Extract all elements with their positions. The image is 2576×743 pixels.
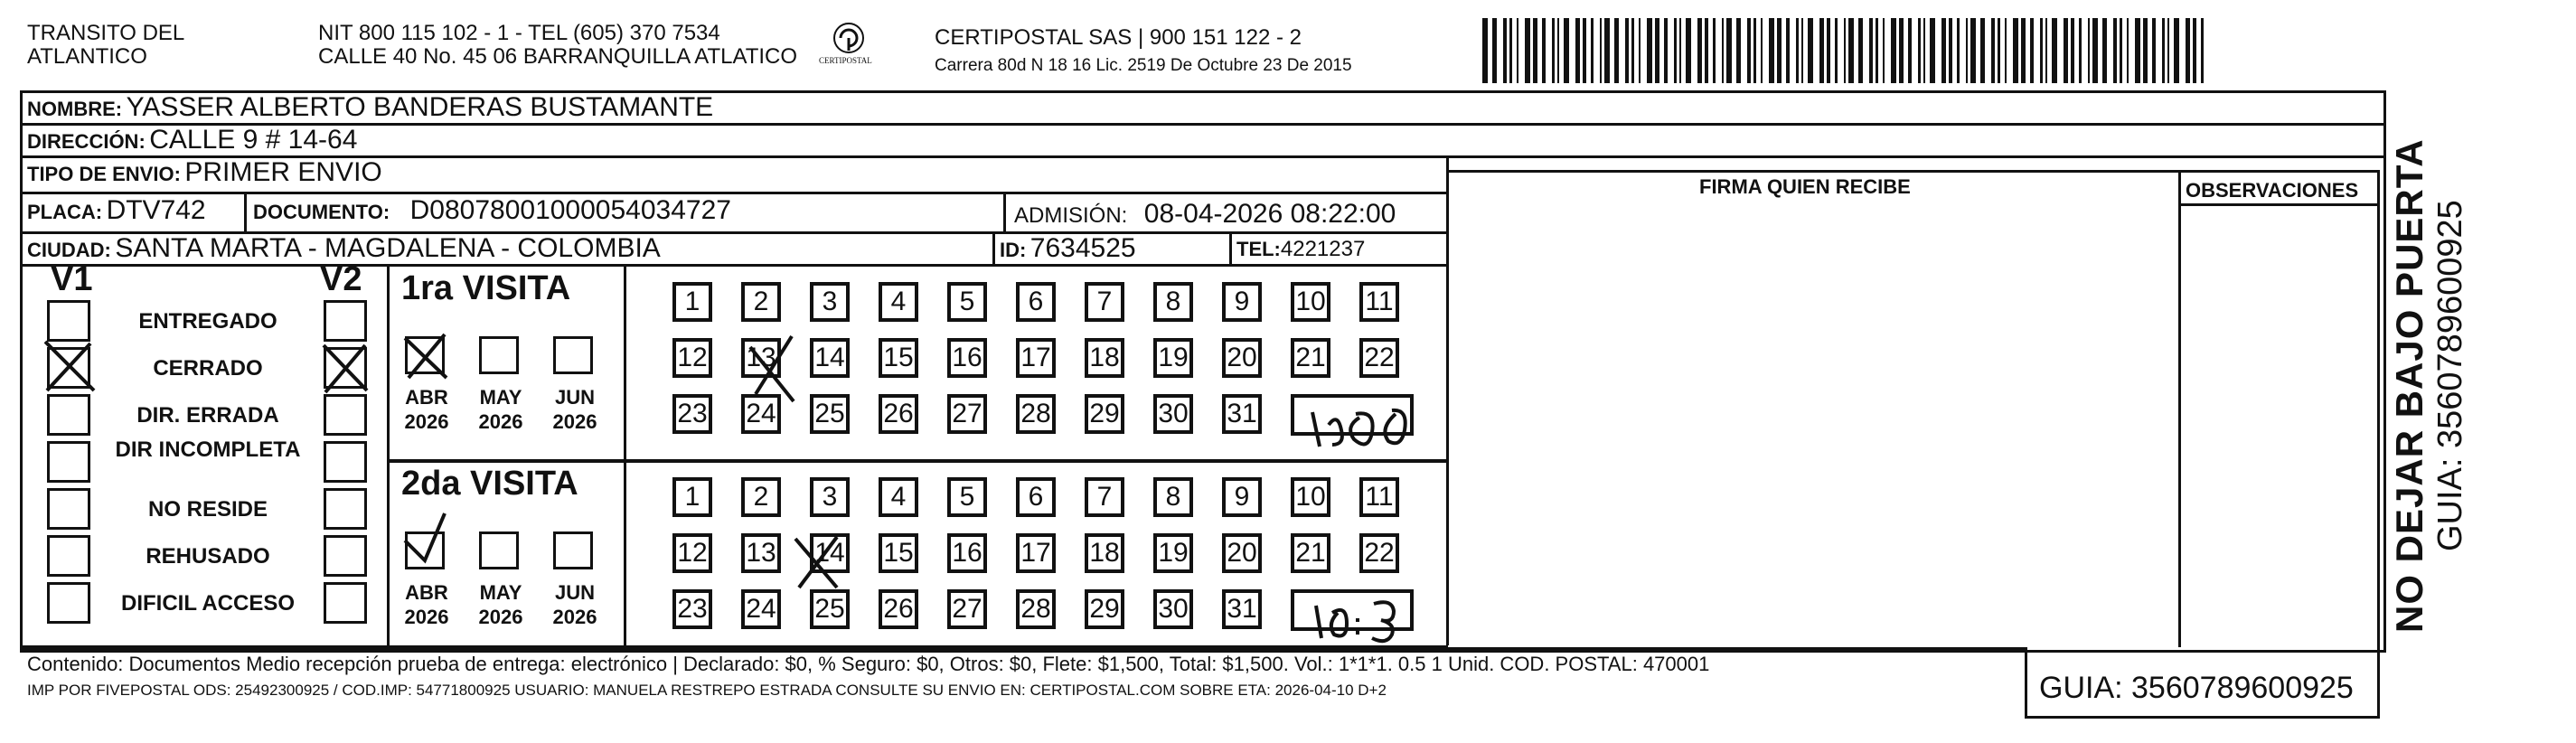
day-box[interactable]: 18 bbox=[1085, 533, 1124, 573]
company-line: CERTIPOSTAL SAS | 900 151 122 - 2 bbox=[935, 25, 1302, 50]
day-box[interactable]: 22 bbox=[1359, 533, 1399, 573]
day-box[interactable]: 6 bbox=[1016, 477, 1056, 517]
firma-label: FIRMA QUIEN RECIBE bbox=[1699, 175, 1911, 198]
day-box[interactable]: 10 bbox=[1291, 282, 1330, 322]
day-box[interactable]: 28 bbox=[1016, 394, 1056, 434]
id-value: 7634525 bbox=[1029, 233, 1136, 263]
day-box[interactable]: 29 bbox=[1085, 589, 1124, 629]
day-box[interactable]: 3 bbox=[810, 477, 850, 517]
v1-label: V1 bbox=[51, 260, 93, 298]
day-box[interactable]: 16 bbox=[947, 533, 987, 573]
nombre-value: YASSER ALBERTO BANDERAS BUSTAMANTE bbox=[126, 92, 714, 122]
day-box[interactable]: 21 bbox=[1291, 338, 1330, 378]
status-label: DIFICIL ACCESO bbox=[120, 591, 295, 616]
day-box[interactable]: 13 bbox=[741, 533, 781, 573]
day-box[interactable]: 8 bbox=[1153, 282, 1193, 322]
day-box[interactable]: 23 bbox=[672, 589, 712, 629]
sender-name: TRANSITO DEL ATLANTICO bbox=[27, 21, 185, 69]
day-box[interactable]: 7 bbox=[1085, 477, 1124, 517]
id-field: ID: 7634525 bbox=[1000, 233, 1136, 263]
tel-value: 4221237 bbox=[1280, 237, 1366, 261]
day-box[interactable]: 12 bbox=[672, 533, 712, 573]
day-box[interactable]: 23 bbox=[672, 394, 712, 434]
admision-value: 08-04-2026 08:22:00 bbox=[1143, 199, 1396, 229]
direccion-value: CALLE 9 # 14-64 bbox=[149, 125, 358, 155]
observaciones-label: OBSERVACIONES bbox=[2186, 179, 2359, 202]
direccion-field: DIRECCIÓN: CALLE 9 # 14-64 bbox=[27, 125, 358, 155]
day-box[interactable]: 29 bbox=[1085, 394, 1124, 434]
day-box[interactable]: 20 bbox=[1222, 338, 1262, 378]
status-label: DIR. ERRADA bbox=[136, 403, 279, 428]
day-box[interactable]: 28 bbox=[1016, 589, 1056, 629]
tipo-envio-value: PRIMER ENVIO bbox=[184, 157, 382, 187]
day-box[interactable]: 9 bbox=[1222, 282, 1262, 322]
guia-vertical: GUIA: 3560789600925 bbox=[2431, 200, 2469, 551]
sender-contact: NIT 800 115 102 - 1 - TEL (605) 370 7534 CALLE 40 No. 45 06 BARRANQUILLA ATLATICO bbox=[318, 21, 798, 69]
day-box[interactable]: 9 bbox=[1222, 477, 1262, 517]
month-label: JUN 2026 bbox=[552, 581, 597, 628]
day-box[interactable]: 4 bbox=[879, 477, 918, 517]
ciudad-field: CIUDAD: SANTA MARTA - MAGDALENA - COLOMBIA bbox=[27, 233, 661, 263]
v2-label: V2 bbox=[320, 260, 362, 298]
day-box[interactable]: 17 bbox=[1016, 533, 1056, 573]
documento-field: DOCUMENTO: D08078001000054034727 bbox=[253, 195, 731, 225]
month-label: ABR 2026 bbox=[404, 581, 449, 628]
day-box[interactable]: 12 bbox=[672, 338, 712, 378]
day-box[interactable]: 20 bbox=[1222, 533, 1262, 573]
month-label: ABR 2026 bbox=[404, 386, 449, 433]
admision-field: ADMISIÓN: 08-04-2026 08:22:00 bbox=[1014, 199, 1396, 229]
day-box[interactable]: 6 bbox=[1016, 282, 1056, 322]
no-dejar-bajo-puerta: NO DEJAR BAJO PUERTA bbox=[2388, 138, 2430, 633]
day-box[interactable]: 22 bbox=[1359, 338, 1399, 378]
nombre-field: NOMBRE: YASSER ALBERTO BANDERAS BUSTAMANTE bbox=[27, 92, 714, 122]
day-box[interactable]: 8 bbox=[1153, 477, 1193, 517]
day-box[interactable]: 1 bbox=[672, 282, 712, 322]
day-box[interactable]: 14 bbox=[810, 533, 850, 573]
imp-text: IMP POR FIVEPOSTAL ODS: 25492300925 / COD.IMP: 54771800925 USUARIO: MANUELA RESTREPO ESTRADA CONSULTE SU ENVIO EN: CERTIPOSTAL.COM SOBRE ETA: 2026-04-10 D+2 bbox=[27, 682, 1387, 699]
day-box[interactable]: 5 bbox=[947, 282, 987, 322]
day-box[interactable]: 1 bbox=[672, 477, 712, 517]
ciudad-value: SANTA MARTA - MAGDALENA - COLOMBIA bbox=[115, 233, 661, 263]
month-label: MAY 2026 bbox=[478, 386, 523, 433]
day-box[interactable]: 19 bbox=[1153, 338, 1193, 378]
month-label: JUN 2026 bbox=[552, 386, 597, 433]
day-box[interactable]: 13 bbox=[741, 338, 781, 378]
status-label: CERRADO bbox=[153, 356, 263, 381]
day-box[interactable]: 2 bbox=[741, 477, 781, 517]
day-box[interactable]: 27 bbox=[947, 589, 987, 629]
day-box[interactable]: 30 bbox=[1153, 589, 1193, 629]
day-box[interactable]: 21 bbox=[1291, 533, 1330, 573]
visit-title: 1ra VISITA bbox=[401, 269, 571, 307]
status-label: DIR INCOMPLETA bbox=[115, 437, 301, 462]
placa-field: PLACA: DTV742 bbox=[27, 195, 206, 225]
day-box[interactable]: 19 bbox=[1153, 533, 1193, 573]
day-box[interactable]: 5 bbox=[947, 477, 987, 517]
day-box[interactable]: 26 bbox=[879, 589, 918, 629]
day-box[interactable]: 26 bbox=[879, 394, 918, 434]
day-box[interactable]: 14 bbox=[810, 338, 850, 378]
company-address: Carrera 80d N 18 16 Lic. 2519 De Octubre 23 De 2015 bbox=[935, 56, 1352, 75]
day-box[interactable]: 10 bbox=[1291, 477, 1330, 517]
tipo-envio-field: TIPO DE ENVIO: PRIMER ENVIO bbox=[27, 157, 382, 187]
day-box[interactable]: 31 bbox=[1222, 394, 1262, 434]
documento-value: D08078001000054034727 bbox=[409, 195, 731, 225]
day-box[interactable]: 30 bbox=[1153, 394, 1193, 434]
day-box[interactable]: 16 bbox=[947, 338, 987, 378]
day-box[interactable]: 11 bbox=[1359, 282, 1399, 322]
certipostal-logo: CERTIPOSTAL bbox=[819, 20, 879, 71]
day-box[interactable]: 11 bbox=[1359, 477, 1399, 517]
day-box[interactable]: 15 bbox=[879, 338, 918, 378]
day-box[interactable]: 15 bbox=[879, 533, 918, 573]
tel-field: TEL:4221237 bbox=[1236, 237, 1366, 261]
day-box[interactable]: 25 bbox=[810, 589, 850, 629]
month-label: MAY 2026 bbox=[478, 581, 523, 628]
status-label: REHUSADO bbox=[146, 544, 270, 569]
day-box[interactable]: 2 bbox=[741, 282, 781, 322]
day-box[interactable]: 3 bbox=[810, 282, 850, 322]
placa-value: DTV742 bbox=[106, 195, 206, 225]
visit-title: 2da VISITA bbox=[401, 465, 578, 503]
day-box[interactable]: 31 bbox=[1222, 589, 1262, 629]
day-box[interactable]: 24 bbox=[741, 394, 781, 434]
status-label: NO RESIDE bbox=[147, 497, 268, 522]
day-box[interactable]: 24 bbox=[741, 589, 781, 629]
day-box[interactable]: 17 bbox=[1016, 338, 1056, 378]
status-label: ENTREGADO bbox=[138, 309, 277, 334]
contenido-text: Contenido: Documentos Medio recepción prueba de entrega: electrónico | Declarado: $0, % Seguro: $0, Otros: $0, Flete: $1,500, Total: $1,500. Vol.: 1*1*1. 0.5 1 Unid. COD. POSTAL: 470001 bbox=[27, 653, 1710, 675]
day-box[interactable]: 27 bbox=[947, 394, 987, 434]
day-box[interactable]: 18 bbox=[1085, 338, 1124, 378]
guia-footer: GUIA: 3560789600925 bbox=[2039, 671, 2354, 705]
day-box[interactable]: 25 bbox=[810, 394, 850, 434]
day-box[interactable]: 7 bbox=[1085, 282, 1124, 322]
day-box[interactable]: 4 bbox=[879, 282, 918, 322]
